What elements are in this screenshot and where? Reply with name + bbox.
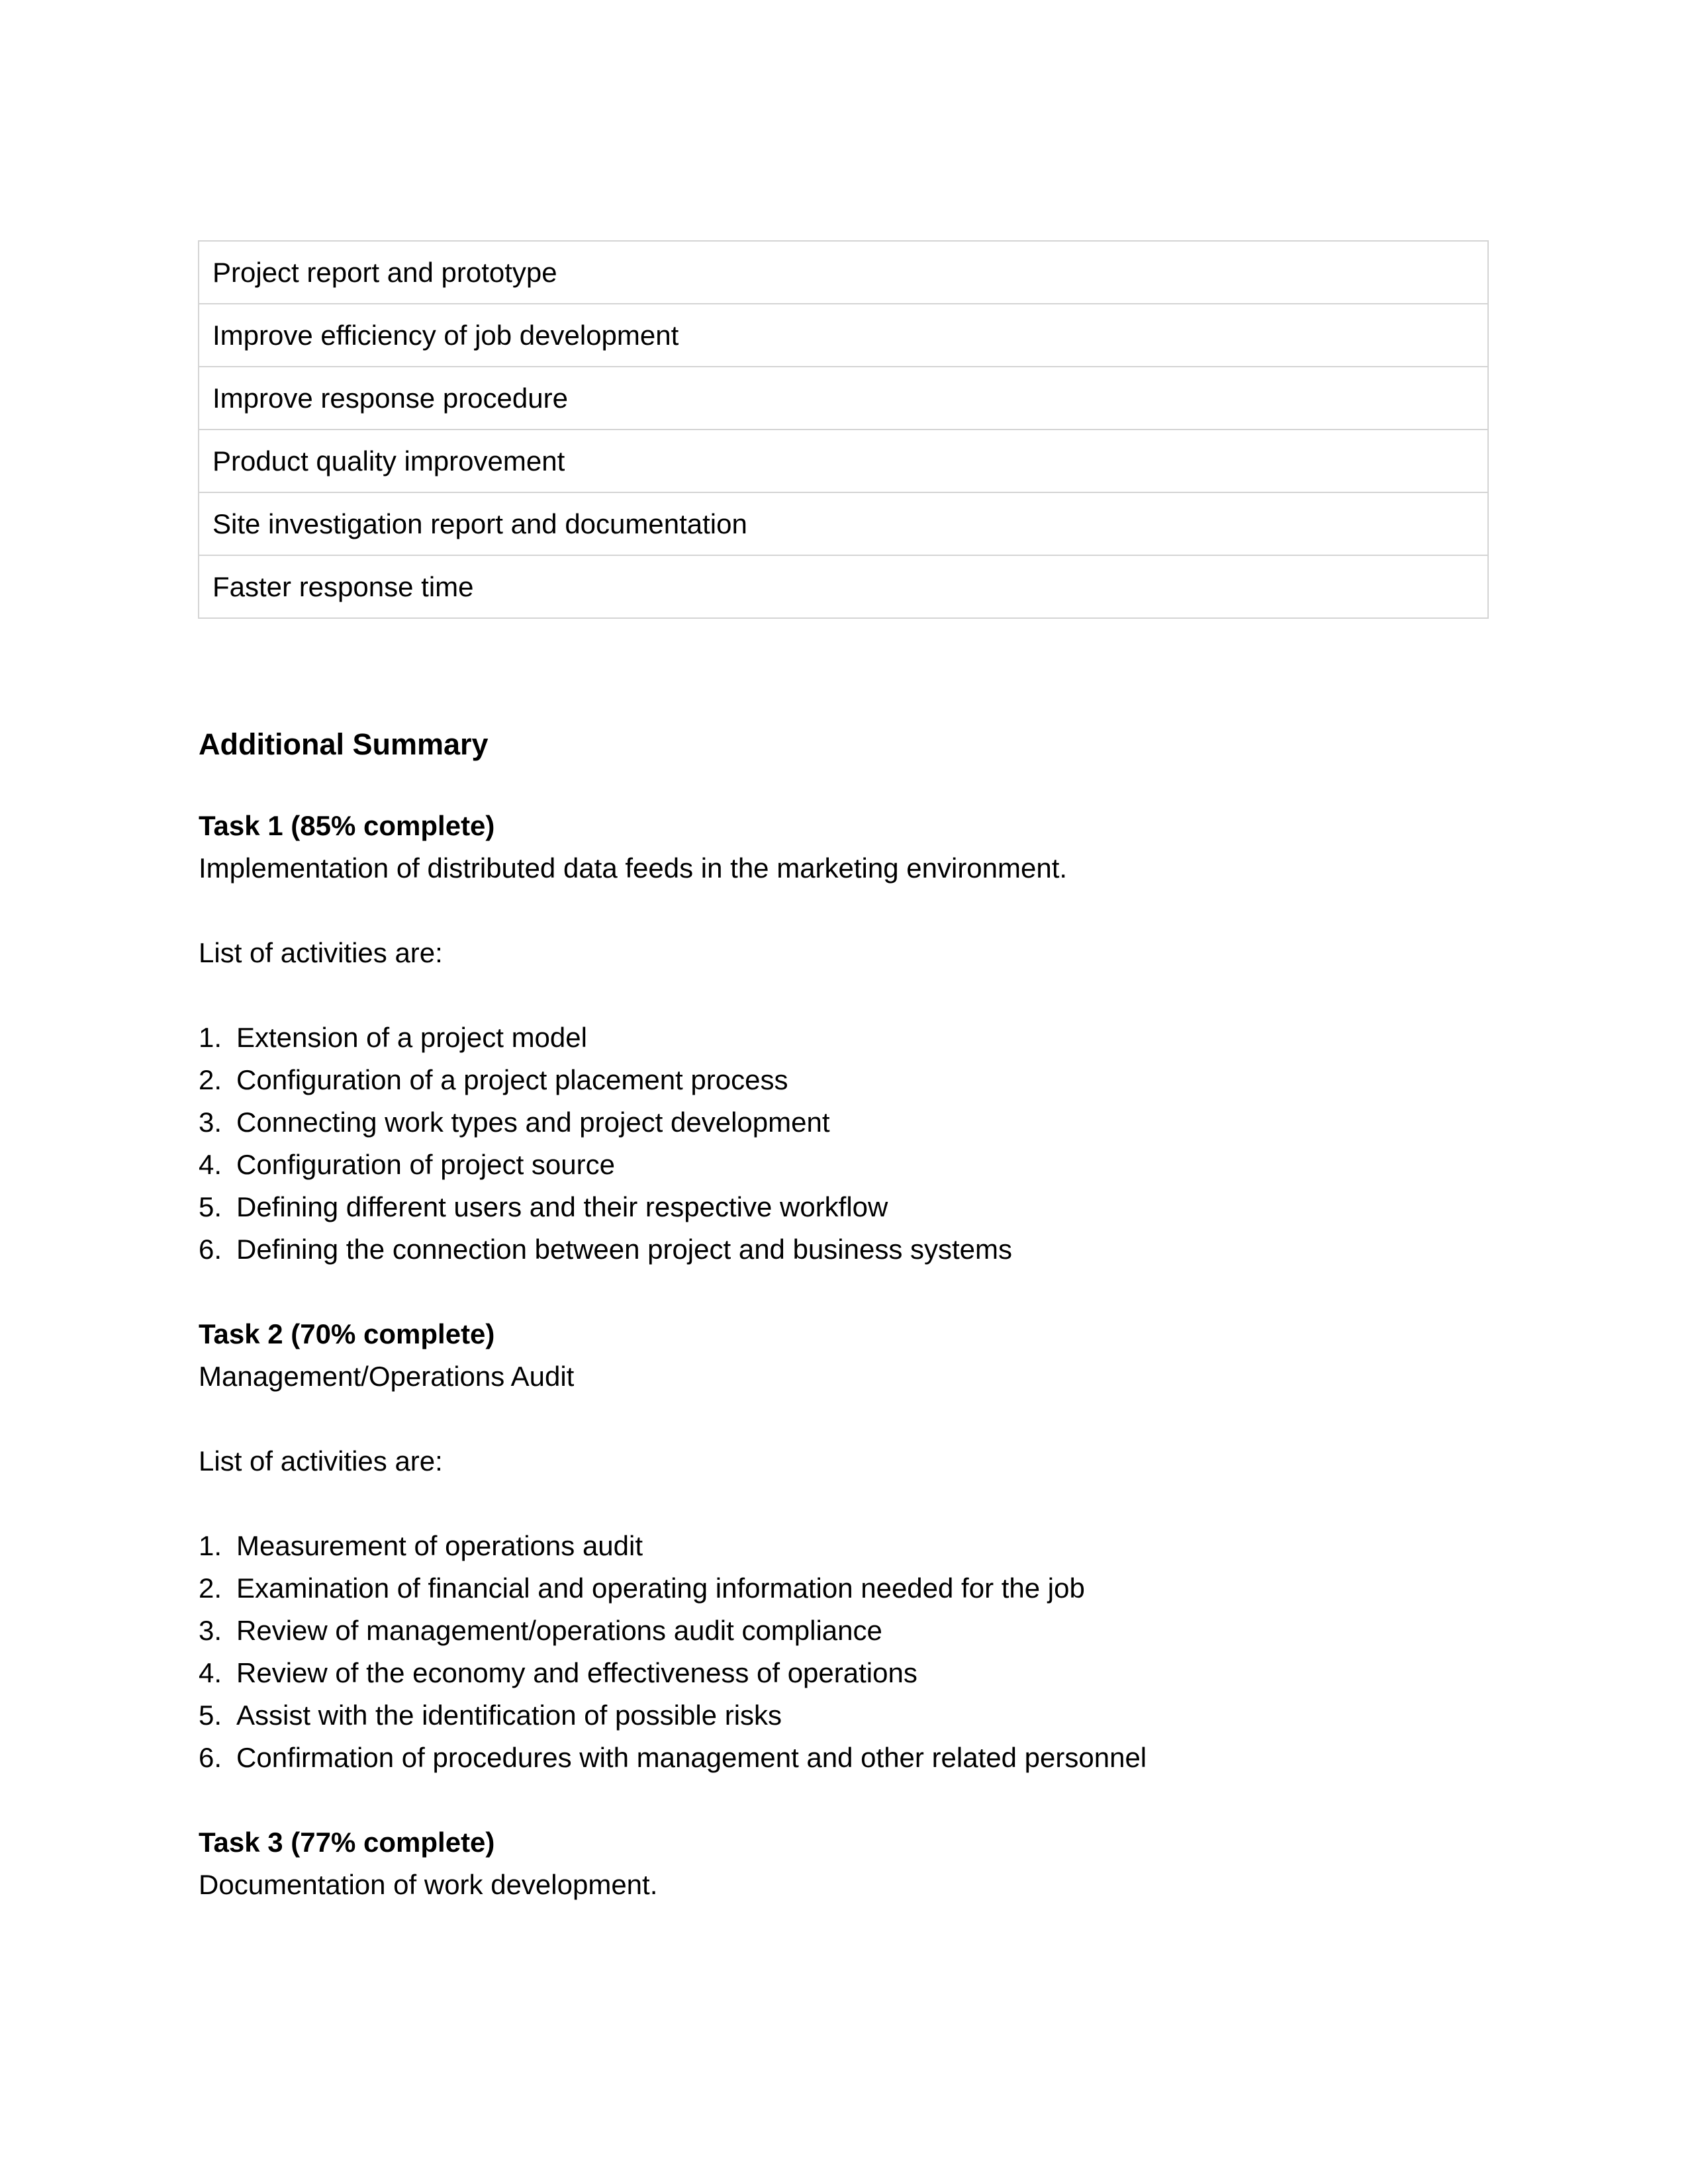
list-number: 3. bbox=[199, 1107, 222, 1138]
list-item bbox=[199, 1610, 1489, 1652]
activity-list bbox=[199, 1017, 1489, 1271]
list-item-text: Connecting work types and project development bbox=[236, 1107, 830, 1138]
table-row bbox=[199, 492, 1488, 555]
list-number: 1. bbox=[199, 1530, 222, 1561]
table-row bbox=[199, 430, 1488, 492]
table-cell: Product quality improvement bbox=[199, 430, 1488, 492]
list-item-text: Examination of financial and operating information needed for the job bbox=[236, 1572, 1085, 1604]
task-title: Task 3 (77% complete) bbox=[199, 1827, 495, 1858]
list-intro: List of activities are: bbox=[199, 937, 443, 968]
section-title: Additional Summary bbox=[199, 727, 489, 761]
list-item bbox=[199, 1017, 1489, 1059]
list-item bbox=[199, 1694, 1489, 1737]
activity-list bbox=[199, 1525, 1489, 1779]
deliverables-table bbox=[198, 240, 1489, 619]
list-item bbox=[199, 1567, 1489, 1610]
task-description: Documentation of work development. bbox=[199, 1869, 658, 1900]
task-title: Task 1 (85% complete) bbox=[199, 810, 495, 841]
table-cell: Site investigation report and documentation bbox=[199, 492, 1488, 555]
task-description: Implementation of distributed data feeds in the marketing environment. bbox=[199, 852, 1068, 884]
task-block bbox=[199, 1821, 1489, 1906]
list-number: 3. bbox=[199, 1615, 222, 1646]
table-cell: Improve response procedure bbox=[199, 367, 1488, 430]
table-cell: Project report and prototype bbox=[199, 241, 1488, 304]
list-item-text: Extension of a project model bbox=[236, 1022, 587, 1053]
summary-section bbox=[199, 719, 1489, 1906]
list-item-text: Defining different users and their respective workflow bbox=[236, 1191, 888, 1222]
table-row bbox=[199, 241, 1488, 304]
table-cell: Improve efficiency of job development bbox=[199, 304, 1488, 367]
list-item-text: Review of management/operations audit compliance bbox=[236, 1615, 882, 1646]
list-item bbox=[199, 1652, 1489, 1694]
list-item-text: Configuration of project source bbox=[236, 1149, 615, 1180]
list-number: 4. bbox=[199, 1657, 222, 1688]
list-item-text: Review of the economy and effectiveness of operations bbox=[236, 1657, 917, 1688]
list-item bbox=[199, 1059, 1489, 1101]
table-cell: Faster response time bbox=[199, 555, 1488, 618]
list-item bbox=[199, 1101, 1489, 1144]
table-row bbox=[199, 367, 1488, 430]
list-number: 2. bbox=[199, 1572, 222, 1604]
list-item-text: Measurement of operations audit bbox=[236, 1530, 643, 1561]
list-intro: List of activities are: bbox=[199, 1445, 443, 1477]
task-block bbox=[199, 1313, 1489, 1779]
list-item bbox=[199, 1144, 1489, 1186]
table-row bbox=[199, 304, 1488, 367]
list-item-text: Configuration of a project placement process bbox=[236, 1064, 788, 1095]
task-block bbox=[199, 805, 1489, 1271]
list-item-text: Assist with the identification of possible risks bbox=[236, 1700, 782, 1731]
list-item-text: Defining the connection between project and business systems bbox=[236, 1234, 1013, 1265]
list-number: 6. bbox=[199, 1742, 222, 1773]
list-item bbox=[199, 1737, 1489, 1779]
list-number: 2. bbox=[199, 1064, 222, 1095]
list-number: 5. bbox=[199, 1700, 222, 1731]
task-description: Management/Operations Audit bbox=[199, 1361, 575, 1392]
list-item-text: Confirmation of procedures with management and other related personnel bbox=[236, 1742, 1147, 1773]
list-number: 6. bbox=[199, 1234, 222, 1265]
list-item bbox=[199, 1228, 1489, 1271]
table-row bbox=[199, 555, 1488, 618]
list-number: 4. bbox=[199, 1149, 222, 1180]
list-item bbox=[199, 1186, 1489, 1228]
list-item bbox=[199, 1525, 1489, 1567]
task-title: Task 2 (70% complete) bbox=[199, 1318, 495, 1349]
list-number: 5. bbox=[199, 1191, 222, 1222]
list-number: 1. bbox=[199, 1022, 222, 1053]
